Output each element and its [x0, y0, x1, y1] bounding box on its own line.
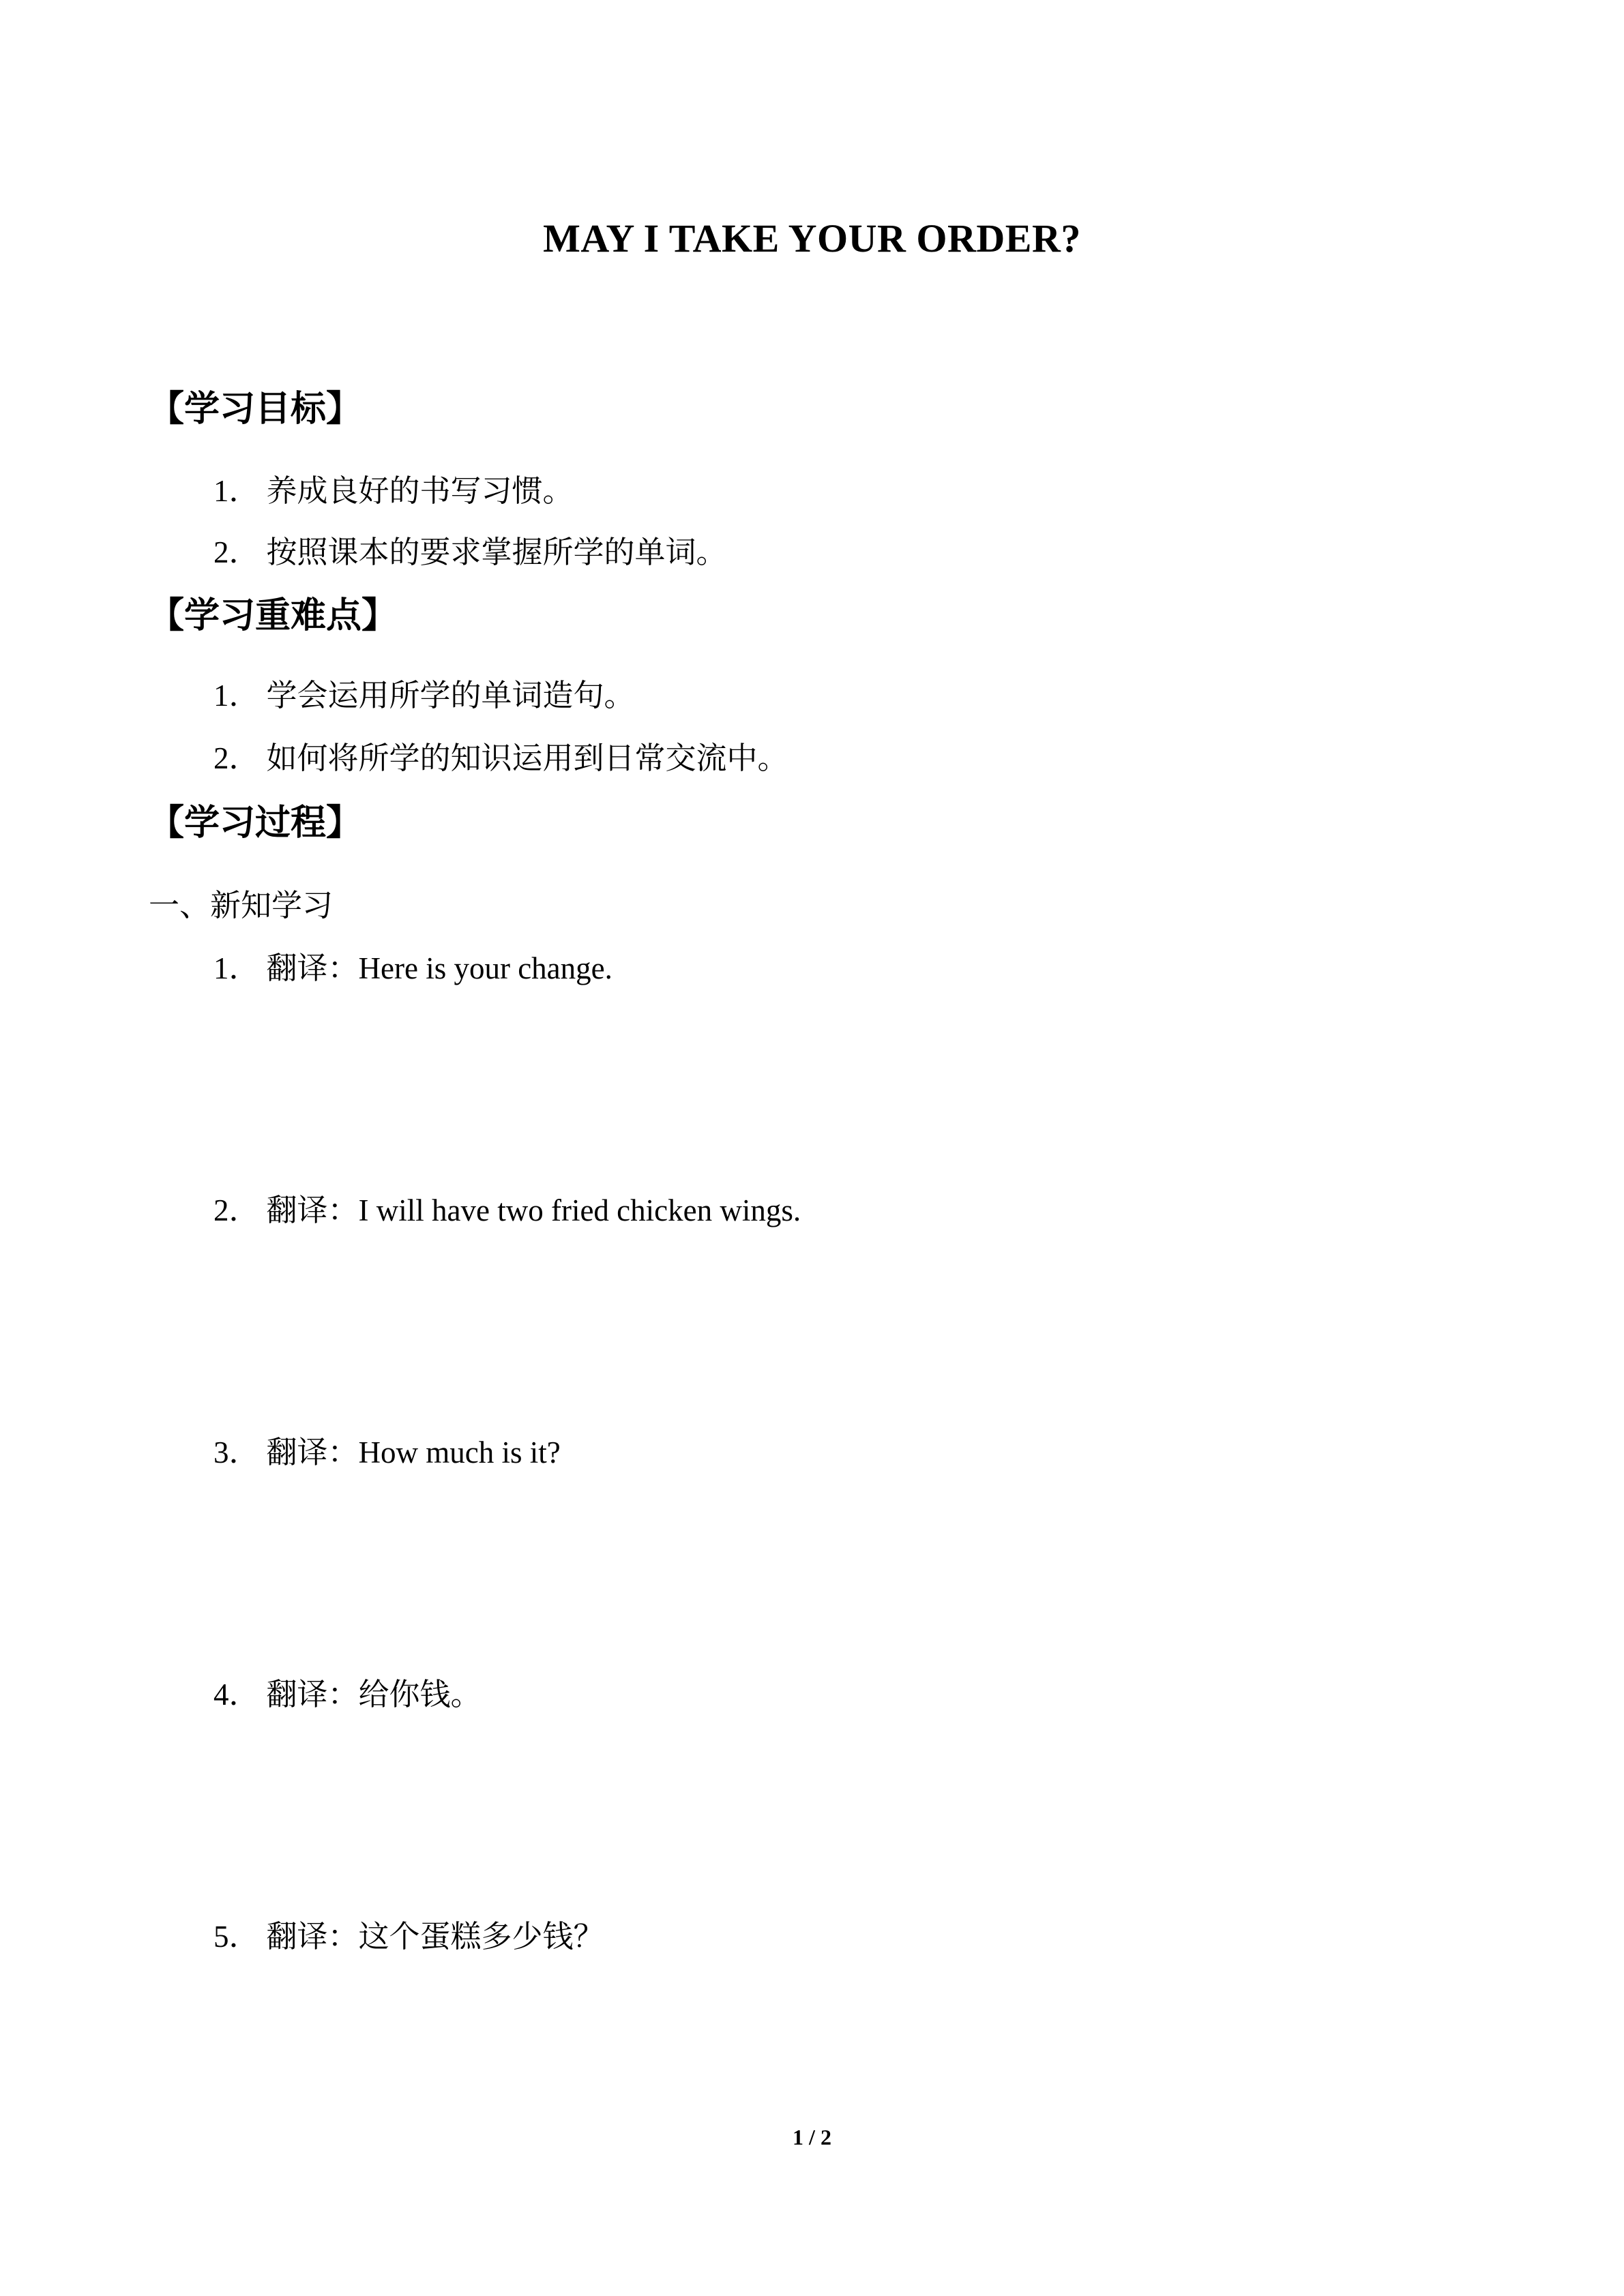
item-number: 2．	[213, 535, 260, 569]
question-text: 给你钱。	[358, 1676, 482, 1712]
question-number: 5．	[213, 1920, 260, 1954]
key-point-item	[213, 675, 635, 716]
item-number: 2．	[213, 741, 260, 775]
question-number: 1．	[213, 951, 260, 985]
question-number: 4．	[213, 1678, 260, 1712]
item-text: 养成良好的书写习惯。	[266, 473, 574, 509]
question-text: How much is it?	[358, 1435, 561, 1470]
question-number: 2．	[213, 1193, 260, 1227]
goal-item	[213, 471, 574, 511]
question-number: 3．	[213, 1435, 260, 1470]
item-number: 1．	[213, 679, 260, 713]
translation-question	[213, 1916, 604, 1957]
document-title: MAY I TAKE YOUR ORDER?	[543, 216, 1081, 260]
question-text: 这个蛋糕多少钱？	[358, 1918, 604, 1954]
translation-question	[213, 1190, 801, 1231]
question-label: 翻译：	[266, 1434, 359, 1470]
key-point-item	[213, 738, 788, 779]
item-text: 按照课本的要求掌握所学的单词。	[266, 534, 727, 570]
translation-question	[213, 948, 612, 989]
question-text: Here is your change.	[358, 951, 612, 985]
item-text: 如何将所学的知识运用到日常交流中。	[266, 740, 788, 776]
question-label: 翻译：	[266, 1192, 359, 1228]
section-heading-process: 【学习过程】	[149, 803, 362, 844]
question-label: 翻译：	[266, 950, 359, 986]
section-heading-goals: 【学习目标】	[149, 389, 362, 430]
goal-item	[213, 532, 727, 573]
question-label: 翻译：	[266, 1676, 359, 1712]
item-number: 1．	[213, 474, 260, 508]
page-number: 1 / 2	[793, 2125, 831, 2149]
translation-question	[213, 1432, 561, 1473]
process-subheading: 一、新知学习	[149, 887, 334, 923]
translation-question	[213, 1674, 482, 1715]
item-text: 学会运用所学的单词造句。	[266, 677, 635, 713]
question-text: I will have two fried chicken wings.	[358, 1193, 801, 1227]
section-heading-key-points: 【学习重难点】	[149, 595, 398, 636]
question-label: 翻译：	[266, 1918, 359, 1954]
